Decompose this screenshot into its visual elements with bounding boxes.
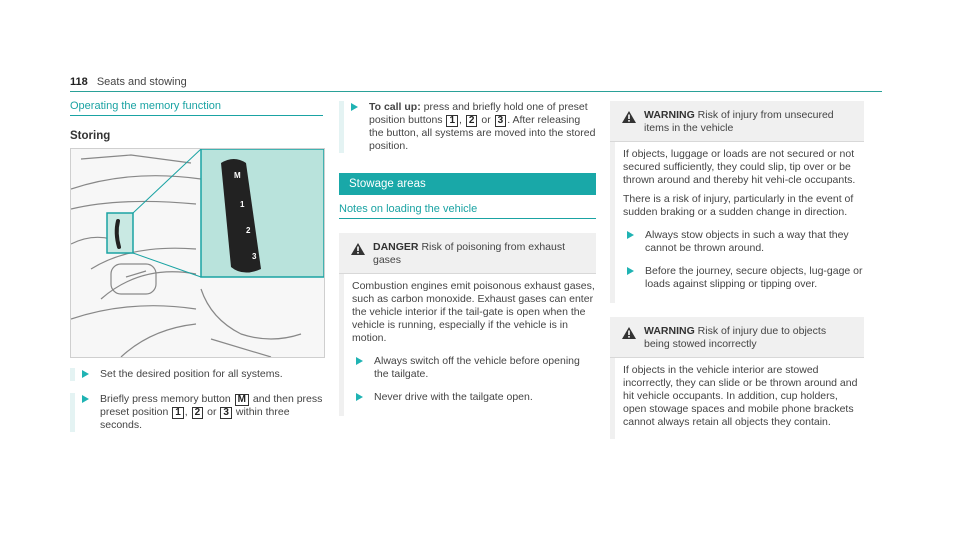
header-rule <box>70 91 882 92</box>
warning-text: If objects, luggage or loads are not secured or not secured sufficiently, they could slip, tip over or be thrown around and thereby hit vehi-cle occupants. <box>623 148 856 186</box>
step-label: To call up: <box>369 101 421 113</box>
heading-storing: Storing <box>70 130 111 142</box>
warning-body <box>610 358 864 439</box>
period: . <box>507 114 511 126</box>
page-number: 118 <box>70 76 88 88</box>
warning-step-1 <box>623 229 864 255</box>
key-3-icon: 3 <box>220 407 232 419</box>
column-1-steps <box>70 368 323 432</box>
warning-triangle-icon <box>622 327 636 339</box>
arrow-icon <box>627 231 634 239</box>
step-text: Set the desired position for all systems. <box>100 368 283 380</box>
preset-3-label: 3 <box>252 252 257 261</box>
arrow-icon <box>351 103 358 111</box>
arrow-icon <box>82 370 89 378</box>
key-1-icon: 1 <box>446 115 458 127</box>
warning-text: If objects in the vehicle interior are stowed incorrectly, they can slide or be thrown around and hit vehicle occupants. In addition, cup holders, open stowage spaces and mobile phone brackets cannot always retain all objects they contain. <box>623 364 858 428</box>
arrow-icon <box>627 267 634 275</box>
step-text: within three seconds. <box>100 406 290 431</box>
danger-box <box>339 233 596 416</box>
step-text: Never drive with the tailgate open. <box>374 391 533 403</box>
step-text: Before the journey, secure objects, lug-gage or loads against slipping or tipping over. <box>645 265 863 290</box>
step-text: Briefly press memory button <box>100 393 231 405</box>
arrow-icon <box>356 357 363 365</box>
warning-box-incorrect <box>610 317 864 439</box>
comma: , <box>184 406 188 418</box>
warning-box-unsecured <box>610 101 864 303</box>
or-text: or <box>481 114 491 126</box>
danger-body <box>339 274 596 416</box>
section-title-loading[interactable]: Notes on loading the vehicle <box>339 203 596 219</box>
warning-body <box>610 142 864 303</box>
column-2 <box>339 101 596 416</box>
key-2-icon: 2 <box>466 115 478 127</box>
key-3-icon: 3 <box>495 115 507 127</box>
section-title-memory[interactable]: Operating the memory function <box>70 100 323 116</box>
step-set-position <box>70 368 323 381</box>
danger-text: Combustion engines emit poisonous exhaust gases, such as carbon monoxide. Exhaust gases can enter the vehicle interior if the tail-gate is open when the vehicle is running, especially if the vehicle is in motion. <box>352 280 595 344</box>
warning-triangle-icon <box>351 243 365 255</box>
key-1-icon: 1 <box>172 407 184 419</box>
warning-label: WARNING <box>644 109 695 121</box>
danger-header <box>339 233 596 274</box>
comma: , <box>459 114 462 126</box>
memory-button-label: M <box>234 171 241 180</box>
chapter-title: Seats and stowing <box>96 76 187 88</box>
preset-2-label: 2 <box>246 226 251 235</box>
or-text: or <box>207 406 217 418</box>
arrow-icon <box>356 393 363 401</box>
door-panel-drawing <box>71 149 324 357</box>
memory-key-icon: M <box>235 394 249 406</box>
danger-step-2 <box>352 391 596 404</box>
step-press-memory <box>70 393 323 432</box>
step-call-up <box>339 101 596 153</box>
danger-label: DANGER <box>373 241 419 253</box>
step-text: Always stow objects in such a way that they cannot be thrown around. <box>645 229 849 254</box>
danger-step-1 <box>352 355 596 381</box>
warning-header <box>610 101 864 142</box>
step-text: press and briefly hold one of preset position buttons <box>369 101 588 126</box>
warning-step-2 <box>623 265 864 291</box>
warning-title: Risk of injury from unsecured items in the vehicle <box>644 109 834 134</box>
warning-text: There is a risk of injury, particularly in the event of sudden braking or a sudden change in direction. <box>623 193 854 218</box>
danger-title: Risk of poisoning from exhaust gases <box>373 241 566 266</box>
warning-title: Risk of injury due to objects being stowed incorrectly <box>644 325 827 350</box>
door-panel-illustration <box>70 148 325 358</box>
column-3 <box>610 101 864 439</box>
step-text: After releasing the button, all systems are moved into the stored position. <box>369 114 596 152</box>
section-band-stowage: Stowage areas <box>339 173 596 195</box>
page-header <box>70 76 187 88</box>
warning-triangle-icon <box>622 111 636 123</box>
step-text: Always switch off the vehicle before opening the tailgate. <box>374 355 580 380</box>
step-text: and then press preset position <box>100 393 323 418</box>
arrow-icon <box>82 395 89 403</box>
warning-label: WARNING <box>644 325 695 337</box>
column-1 <box>70 100 323 142</box>
warning-header <box>610 317 864 358</box>
key-2-icon: 2 <box>192 407 204 419</box>
preset-1-label: 1 <box>240 200 245 209</box>
